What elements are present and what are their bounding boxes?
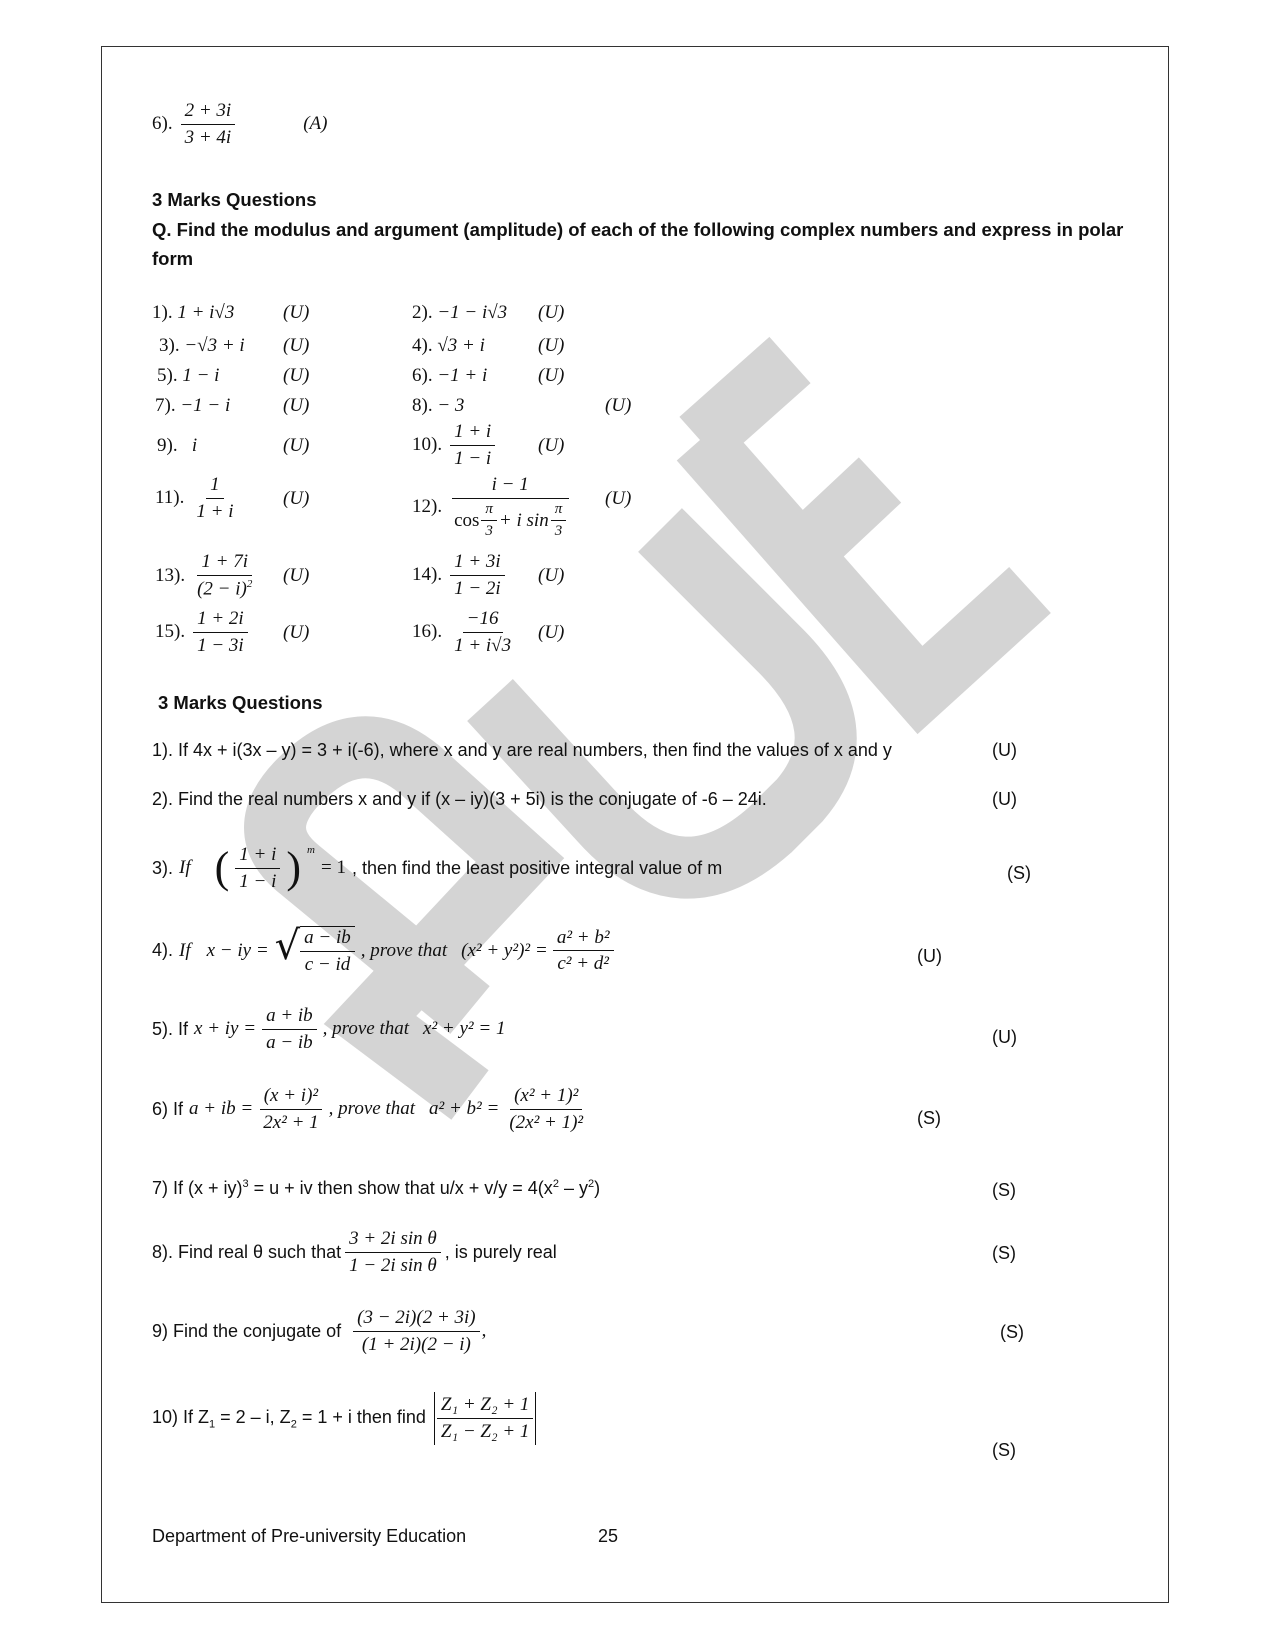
q5-fraction: $\frac{a + ib}{a - ib}$ <box>262 1005 317 1054</box>
q1-tag: (U) <box>992 740 1017 760</box>
polar-item-11-fraction: $\frac{1}{1 + i}$ <box>196 474 234 522</box>
polar-item-10: 10). $\frac{1 + i}{1 - i}$ <box>412 421 495 470</box>
q1-text: 1). If 4x + i(3x – y) = 3 + i(-6), where x and y are real numbers, then find the values of x and y <box>152 740 892 760</box>
question-line-2: form <box>152 248 194 269</box>
q7-text: 7) If (x + iy)$^3$ = u + iv then show that $u/x + v/y = 4(x^2 - y^2)$ <box>152 1178 601 1198</box>
q9-fraction: $\frac{(3 - 2i)(2 + 3i)}{(1 + 2i)(2 - i)}$ <box>353 1307 480 1356</box>
q5-tag: (U) <box>992 1027 1017 1047</box>
polar-item-15: 15). $\frac{1 + 2i}{1 - 3i}$ <box>155 608 248 657</box>
polar-item-13: 13). $\frac{1 + 7i}{(2 - i)^2}$ <box>155 551 256 600</box>
polar-item-5-tag: (U) <box>283 365 310 386</box>
polar-item-9-tag: (U) <box>283 435 310 456</box>
q10-absolute-value <box>434 1392 537 1445</box>
q8-fraction: $\frac{\text{3 + 2i sin θ}}{\text{1 − 2i sin θ}}$ <box>345 1228 441 1277</box>
q6-tag: (S) <box>917 1108 941 1128</box>
polar-item-1-tag: (U) <box>283 302 310 323</box>
q4: 4). If x − iy = √ $\frac{a - ib}{c - id}$ , prove that (x² + y²)² = $\frac{\text{a² + b²}}{\text{c² + d²}}$ <box>152 926 614 976</box>
q6-fraction-rhs: $\frac{\text{(x² + 1)²}}{\text{(2x² + 1)²}}$ <box>509 1085 584 1133</box>
polar-item-4-tag: (U) <box>538 335 565 356</box>
polar-item-3: 3). −√3 + i <box>159 335 245 356</box>
q4-fraction: $\frac{\text{a² + b²}}{\text{c² + d²}}$ <box>553 927 614 976</box>
q7-tag: (S) <box>992 1180 1016 1200</box>
polar-item-12-fraction: i − 1 cos $\frac{\pi}{3}$ + i sin $\frac{\pi}{3}$ <box>450 474 570 540</box>
top-item-label: 6). <box>152 113 173 135</box>
polar-item-13-fraction: $\frac{1 + 7i}{(2 - i)^2}$ <box>197 551 253 600</box>
section-heading-2: 3 Marks Questions <box>158 692 323 713</box>
polar-item-5: 5). 1 − i <box>157 365 220 386</box>
polar-item-8-tag: (U) <box>605 395 632 416</box>
q2-text: 2). Find the real numbers x and y if (x – iy)(3 + 5i) is the conjugate of -6 – 24i. <box>152 789 767 809</box>
q4-tag: (U) <box>917 946 942 966</box>
polar-item-10-fraction: $\frac{1 + i}{1 - i}$ <box>450 421 495 470</box>
polar-item-12: 12). i − 1 cos $\frac{\pi}{3}$ + i sin $\frac{\pi}{3}$ <box>412 474 570 540</box>
polar-item-4: 4). √3 + i <box>412 335 485 356</box>
polar-item-10-tag: (U) <box>538 435 565 456</box>
polar-item-15-fraction: $\frac{1 + 2i}{1 - 3i}$ <box>193 608 248 657</box>
polar-item-16-fraction: $\frac{-16}{1 + i√3}$ <box>454 608 512 656</box>
q8: 8). Find real θ such that $\frac{\text{3 + 2i sin θ}}{\text{1 − 2i sin θ}}$ , is purely real <box>152 1228 557 1276</box>
q5: 5). If x + iy = $\frac{a + ib}{a - ib}$ , prove that x² + y² = 1 <box>152 1005 506 1053</box>
polar-item-6: 6). −1 + i <box>412 365 488 386</box>
footer-department: Department of Pre-university Education <box>152 1526 467 1546</box>
polar-item-14-tag: (U) <box>538 565 565 586</box>
q4-radical: √ $\frac{a - ib}{c - id}$ <box>275 926 355 976</box>
polar-item-1: 1). 1 + i√3 <box>152 302 235 323</box>
q10: 10) If $Z_1 = 2 - i$, $Z_2 = 1 + i$ then find $\frac{\text{Z₁ + Z₂ + 1}}{\text{Z₁ − Z₂ + 1}}$ <box>152 1392 536 1445</box>
polar-item-7-tag: (U) <box>283 395 310 416</box>
q6-fraction: $\frac{\text{(x + i)²}}{\text{2x² + 1}}$ <box>259 1085 322 1134</box>
page-border <box>101 46 1169 1603</box>
polar-item-14: 14). $\frac{1 + 3i}{1 - 2i}$ <box>412 551 505 600</box>
top-item-tag: (A) <box>303 113 328 135</box>
polar-item-2-tag: (U) <box>538 302 565 323</box>
polar-item-16: 16). $\frac{-16}{1 + i√3}$ <box>412 608 515 657</box>
polar-item-8: 8). − 3 <box>412 395 465 416</box>
q2-tag: (U) <box>992 789 1017 809</box>
polar-item-12-tag: (U) <box>605 488 632 509</box>
q6: 6) If a + ib = $\frac{\text{(x + i)²}}{\text{2x² + 1}}$ , prove that a² + b² = $\frac{\text{(x² + 1)²}}{\text{(2x² + 1)²}}$ <box>152 1085 587 1134</box>
q8-tag: (S) <box>992 1243 1016 1263</box>
polar-item-11: 11). $\frac{1}{1 + i}$ <box>155 474 237 523</box>
q9: 9) Find the conjugate of $\frac{(3 - 2i)(2 + 3i)}{(1 + 2i)(2 - i)}$ , <box>152 1307 487 1355</box>
polar-item-3-tag: (U) <box>283 335 310 356</box>
polar-item-2: 2). −1 − i√3 <box>412 302 508 323</box>
q9-tag: (S) <box>1000 1322 1024 1342</box>
polar-item-6-tag: (U) <box>538 365 565 386</box>
q3: 3). If ( $\frac{1 + i}{1 - i}$ ) $^m$ = 1 , then find the least positive integral value of m <box>152 843 723 893</box>
polar-item-13-tag: (U) <box>283 565 310 586</box>
polar-item-11-tag: (U) <box>283 488 310 509</box>
polar-item-15-tag: (U) <box>283 622 310 643</box>
question-line-1: Q. Find the modulus and argument (amplitude) of each of the following complex numbers and express in polar <box>152 219 1124 240</box>
q10-fraction: $\frac{\text{Z₁ + Z₂ + 1}}{\text{Z₁ − Z₂ + 1}}$ <box>437 1394 534 1443</box>
fraction-numerator: 2 + 3i <box>181 100 236 125</box>
polar-item-7: 7). −1 − i <box>155 395 231 416</box>
polar-item-9: 9). i <box>157 435 198 456</box>
top-item-fraction <box>181 100 236 149</box>
top-item-6 <box>152 100 327 149</box>
q3-tag: (S) <box>1007 863 1031 883</box>
footer-page-number: 25 <box>598 1526 619 1546</box>
polar-item-16-tag: (U) <box>538 622 565 643</box>
fraction-denominator: 3 + 4i <box>184 126 232 148</box>
polar-item-14-fraction: $\frac{1 + 3i}{1 - 2i}$ <box>450 551 505 600</box>
section-heading-1: 3 Marks Questions <box>152 189 317 210</box>
q10-tag: (S) <box>992 1440 1016 1460</box>
q3-fraction: $\frac{1 + i}{1 - i}$ <box>235 844 280 893</box>
